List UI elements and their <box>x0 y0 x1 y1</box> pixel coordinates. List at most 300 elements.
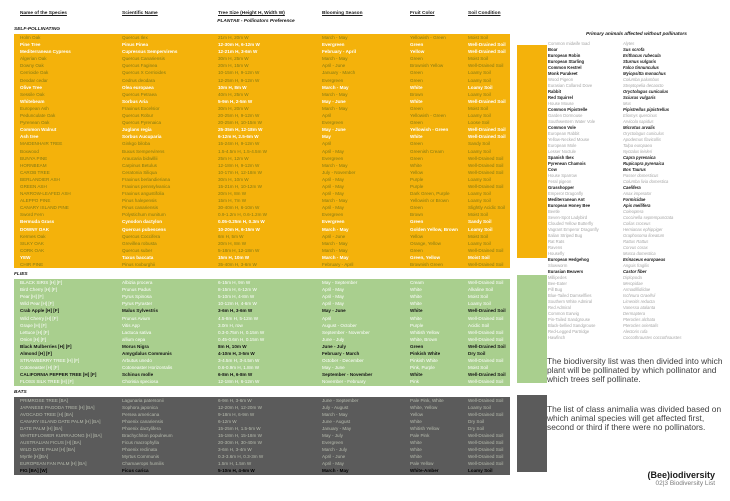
species-name: Whitebeam <box>20 98 45 104</box>
tree-size: 10-20m H, 6-15m W <box>218 226 260 232</box>
blooming-season: April <box>322 141 332 147</box>
scientific-name: Buxus Sempervirens <box>122 148 165 154</box>
scientific-name: Fraxinus Excelsior <box>122 105 160 111</box>
blooming-season: March - May <box>322 226 349 232</box>
tree-size: 0.9-1.2m H, 0.6-1.2m W <box>218 212 268 218</box>
animal-common-name: European Mole <box>548 143 577 148</box>
table-row <box>14 364 510 371</box>
table-row <box>14 77 510 84</box>
soil-condition: Loamy Soil <box>468 468 493 474</box>
animal-common-name: Pyrenean Chamois <box>548 161 586 166</box>
soil-condition: Well-Drained Soil <box>468 372 506 378</box>
fruit-color: Purple <box>410 322 424 328</box>
blooming-season: March - May <box>322 247 348 253</box>
animal-common-name: Eurasian Collared Dove <box>548 83 593 88</box>
plant-table <box>14 10 510 475</box>
fruit-color: White <box>410 372 423 378</box>
species-name: CHIR PINE <box>20 262 44 267</box>
animal-common-name: European Honey Bee <box>548 203 591 208</box>
species-name: MAIDENHAIR TREE <box>20 141 63 147</box>
species-name: Bermuda Grass <box>20 219 55 225</box>
tree-size: 15-21m H, 10-12m W <box>218 183 262 189</box>
animal-common-name: Grasshopper <box>548 185 575 190</box>
fruit-color: White, Brown <box>410 336 438 342</box>
animal-scientific-name: Streptopelia decaocto <box>623 83 664 88</box>
soil-condition: Loamy Soil <box>468 148 491 154</box>
scientific-name: Quercus Canariensis <box>122 56 165 62</box>
species-name: Onion [H] [F] <box>20 336 47 342</box>
fruit-color: White <box>410 84 423 90</box>
soil-condition: Moist Soil <box>468 233 488 239</box>
species-name: Pine Tree <box>20 42 41 48</box>
scientific-name: Quercus pubescens <box>122 226 166 232</box>
animal-scientific-name: Oryctolagus cuniculus <box>623 89 669 94</box>
table-row <box>14 211 510 218</box>
fruit-color: Purple <box>410 176 424 182</box>
species-name: WHITEFLOWER KURRAJONG [H] [BA] <box>20 432 102 438</box>
animal-scientific-name: Apis mellifera <box>623 203 651 208</box>
soil-condition: Moist Soil <box>468 212 488 218</box>
table-row <box>14 343 510 350</box>
animal-scientific-name: Nyctalus leisleri <box>623 149 653 154</box>
soil-condition: Well-Drained Soil <box>468 49 506 55</box>
soil-condition: Well-Drained Soil <box>468 262 504 267</box>
blooming-season: April <box>322 315 332 321</box>
species-name: GREEN ASH <box>20 183 47 189</box>
fruit-color: White <box>410 454 422 460</box>
scientific-name: Quercus Robur <box>122 113 154 119</box>
blooming-season: Evergreen <box>322 212 344 218</box>
animal-scientific-name: Mus <box>623 101 631 106</box>
scientific-name: Cynodon dactylon <box>122 219 163 225</box>
scientific-name: Chamaerops humilis <box>122 461 164 467</box>
animal-scientific-name: Falco tinnunculus <box>623 65 659 70</box>
animal-scientific-name: Diplopoda <box>623 275 642 280</box>
animal-scientific-name: Coleoptera <box>623 209 644 214</box>
scientific-name: Sophora japonica <box>122 404 158 410</box>
animal-scientific-name: Bos Taurus <box>623 167 646 172</box>
scientific-name: Quercus Pyrenaica <box>122 120 162 126</box>
animal-scientific-name: Coccinella septempunctata <box>623 215 674 220</box>
table-sections <box>14 26 510 475</box>
blooming-season: March - May <box>322 240 348 246</box>
animal-scientific-name: Erinaceus europaeus <box>623 257 666 262</box>
tree-size: 30m H, 25m W <box>218 56 249 62</box>
tree-size: 5-10m H, 4-6m W <box>218 468 255 474</box>
scientific-name: Pinus Pinea <box>122 42 149 48</box>
soil-condition: Loamy Soil <box>468 240 491 246</box>
animal-scientific-name: Hemianax ephippiger <box>623 227 663 232</box>
table-row <box>14 48 510 55</box>
tree-size: 15-18m H, 15-18m W <box>218 432 262 438</box>
table-row <box>14 411 510 418</box>
species-name: Algerian Oak <box>20 56 47 62</box>
animal-scientific-name: Passer domesticus <box>623 173 659 178</box>
species-name: Common Walnut <box>20 127 57 133</box>
blooming-season: July - August <box>322 404 349 410</box>
animal-scientific-name: Corvus corax <box>623 245 648 250</box>
table-row <box>14 62 510 69</box>
section-label-flies: FLIES <box>14 272 28 278</box>
soil-condition: Loamy Soil <box>468 176 491 182</box>
scientific-name: Carpinus Betulus <box>122 162 157 168</box>
animal-common-name: Garden Dormouse <box>548 113 583 118</box>
blooming-season: May - June <box>322 98 346 104</box>
tree-size: 12-25m H, 9-12m W <box>218 77 260 83</box>
animal-common-name: Beetle <box>548 209 560 214</box>
animal-list <box>548 41 726 341</box>
tree-size: 12-18m H, 9-12m W <box>218 162 260 168</box>
scientific-name: Juglans regia <box>122 127 152 133</box>
table-row <box>14 261 510 268</box>
tree-size: 5-18m H, 12-18m W <box>218 247 260 253</box>
soil-condition: Loamy Soil <box>468 91 491 97</box>
fruit-color: White <box>410 134 423 140</box>
column-header-species-name: Name of the Species <box>20 11 67 16</box>
blooming-season: June - September <box>322 397 359 403</box>
animal-common-name: Southern White Admiral <box>548 299 592 304</box>
tree-size: 6-9m H, 3-6m W <box>218 397 252 403</box>
fruit-color: Pinkish White <box>410 351 441 357</box>
blooming-season: January - May <box>322 425 352 431</box>
page-label: 02|3 Biodiversity List <box>655 480 715 487</box>
species-name: Almond [H] [F] <box>20 351 52 357</box>
animal-scientific-name: Capra pyrenaica <box>623 155 656 160</box>
fruit-color: White <box>410 418 422 424</box>
animal-common-name: Common Pipistrelle <box>548 107 588 112</box>
animal-common-name: European Hedgehog <box>548 257 589 262</box>
animal-common-name: Housefly <box>548 251 565 256</box>
table-row <box>14 371 510 378</box>
blooming-season: July - November <box>322 169 356 175</box>
soil-condition: Well-Drained Soil <box>468 127 506 133</box>
animal-common-name: Common Vole <box>548 125 576 130</box>
blooming-season: June - August <box>322 418 351 424</box>
species-name: Wild Pear [H] [F] <box>20 301 54 307</box>
species-name: Black Mulberries [H] [F] <box>20 343 72 349</box>
scientific-name: Quercus X Cerrioides <box>122 70 166 76</box>
animal-common-name: European Robin <box>548 53 581 58</box>
tree-size: 12-21m H, 3-6m W <box>218 49 258 55</box>
scientific-name: Pyrus Pyraster <box>122 301 153 307</box>
species-name: FLOSS SILK TREE [H] [F] <box>20 379 74 385</box>
animal-scientific-name: Pterocles alchata <box>623 317 656 322</box>
soil-condition: Well-Drained Soil <box>468 315 504 321</box>
scientific-name: Morus Nigra <box>122 343 149 349</box>
tree-size: 3-6m H, 3-4m W <box>218 447 252 453</box>
scientific-name: Pinus roxburghii <box>122 262 155 267</box>
fruit-color: Green <box>410 42 424 48</box>
blooming-season: March - May <box>322 35 348 40</box>
tree-size: 40m H, 25m W <box>218 91 249 97</box>
table-row <box>14 69 510 76</box>
blooming-season: April - May <box>322 148 344 154</box>
blooming-season: April - May <box>322 176 344 182</box>
soil-condition: Well-Drained Soil <box>468 247 504 253</box>
blooming-season: June - July <box>322 343 346 349</box>
tree-size: 0.3-0.75m H, 0.15m W <box>218 329 265 335</box>
fruit-color: White <box>410 440 422 446</box>
table-row <box>14 315 510 322</box>
tree-size: 3-4.5m H, 3-4.5m W <box>218 358 260 364</box>
blooming-season: April - May <box>322 461 344 467</box>
fruit-color: White <box>410 98 423 104</box>
blooming-season: May - July <box>322 432 343 438</box>
blooming-season: March - May <box>322 91 348 97</box>
fruit-color: Yellow <box>410 49 425 55</box>
table-row <box>14 322 510 329</box>
animal-common-name: Emperor Dragonfly <box>548 191 584 196</box>
tree-size: 20-25m H, 10-15m W <box>218 120 262 126</box>
table-row <box>14 336 510 343</box>
animal-panel-title: Primary animals affected without pollinators <box>586 32 687 37</box>
animal-scientific-name: Limenitis reducta <box>623 299 655 304</box>
species-name: Myrtle [H][BA] <box>20 454 49 460</box>
tree-size: 12-20m H, 12-20m W <box>218 404 262 410</box>
soil-condition: Dry Soil <box>468 425 485 431</box>
fruit-color: White-Amber <box>410 468 439 474</box>
tree-size: 3-6m H, 3-6m W <box>218 308 253 314</box>
scientific-name: allium cepa <box>122 336 146 342</box>
scientific-name: Prunus Padus <box>122 287 151 293</box>
species-name: Pyrenean Oak <box>20 120 50 126</box>
soil-condition: Moist Soil <box>468 35 488 40</box>
brand-title: (Bee)iodiversity <box>647 470 715 480</box>
table-row <box>14 350 510 357</box>
soil-condition: Well-Drained Soil <box>468 447 504 453</box>
blooming-season: March - May <box>322 56 348 62</box>
scientific-name: Albizia procera <box>122 280 153 286</box>
animal-scientific-name: Meropidae <box>623 281 643 286</box>
blooming-season: May - June <box>322 127 346 133</box>
species-name: Grape [H] [F] <box>20 322 47 328</box>
species-name: Downy Oak <box>20 63 44 69</box>
scientific-name: Schinus molle <box>122 372 154 378</box>
species-name: HORNBEAM <box>20 162 47 168</box>
animal-common-name: Black-bellied Sandgrouse <box>548 323 596 328</box>
soil-condition: Sandy Soil <box>468 141 490 147</box>
species-name: Lettuce [H] [F] <box>20 329 49 335</box>
table-subtitle: PLANTAE - Pollinators Preference <box>217 19 295 24</box>
blooming-season: April - June <box>322 63 346 69</box>
soil-condition: Acidic Soil <box>468 322 490 328</box>
blooming-season: Evergreen <box>322 42 345 48</box>
soil-condition: Well-Drained Soil <box>468 379 504 385</box>
animal-scientific-name: Talpa europaea <box>623 143 652 148</box>
fruit-color: Green <box>410 219 424 225</box>
scientific-name: Quercus Ilex <box>122 35 148 40</box>
blooming-season: Evergreen <box>322 77 344 83</box>
animal-common-name: Cow <box>548 167 557 172</box>
fruit-color: Green <box>410 77 423 83</box>
table-row <box>14 425 510 432</box>
fruit-color: Whitish Yellow <box>410 425 440 431</box>
animal-scientific-name: Caelifera <box>623 185 641 190</box>
legend-swatch-bats <box>517 395 547 472</box>
soil-condition: Moist Soil <box>468 254 490 260</box>
animal-common-name: Hawfinch <box>548 335 566 340</box>
tree-size: 15m H, 10m W <box>218 254 250 260</box>
scientific-name: Lactuca sativa <box>122 329 152 335</box>
species-name: Deodar cedar <box>20 77 48 83</box>
soil-condition: Loose Soil <box>468 120 490 126</box>
soil-condition: Well-Drained Soil <box>468 358 504 364</box>
paragraph-plants: The biodiversity list was then divided into which plant will be pollinated by which pollinator and which trees self pollinate. <box>547 356 723 385</box>
fruit-color: Green <box>410 120 423 126</box>
fruit-color: Yellowish - Green <box>410 127 449 133</box>
blooming-season: April - May <box>322 287 344 293</box>
section-label-self_pollinating: SELF-POLLINATING <box>14 27 61 32</box>
scientific-name: Vitis App <box>122 322 140 328</box>
tree-size: 0.45-0.6m H, 0.15m W <box>218 336 265 342</box>
soil-condition: Well-Drained Soil <box>468 440 504 446</box>
table-row <box>14 247 510 254</box>
species-name: BUNYA PINE <box>20 155 48 161</box>
table-row <box>14 467 510 474</box>
tree-size: 5-9m H, 2-5m W <box>218 98 253 104</box>
animal-scientific-name: Erithacus rubecula <box>623 53 661 58</box>
blooming-season: March - May <box>322 84 349 90</box>
animal-scientific-name: Musca domestica <box>623 251 656 256</box>
blooming-season: April - May <box>322 183 344 189</box>
animal-scientific-name: Alectoris rufa <box>623 329 648 334</box>
scientific-name: Pinus halepensis <box>122 198 157 204</box>
fruit-color: White <box>410 162 422 168</box>
animal-scientific-name: Rupicapra pyrenaica <box>623 161 665 166</box>
footer <box>647 470 715 487</box>
animal-scientific-name: Apodemus flavicollis <box>623 137 661 142</box>
animal-scientific-name: Anguis fragilis <box>623 263 650 268</box>
scientific-name: Pinus canariensis <box>122 205 159 211</box>
blooming-season: February - April <box>322 49 357 55</box>
scientific-name: Quercus Coccifera <box>122 233 161 239</box>
fruit-color: Greenish Cream <box>410 148 444 154</box>
fruit-color: Pink, Purple <box>410 365 435 371</box>
animal-scientific-name: Eliomys quercinus <box>623 113 657 118</box>
animal-scientific-name: Alytes <box>623 41 635 46</box>
soil-condition: Loamy Soil <box>468 404 491 410</box>
table-row <box>14 140 510 147</box>
blooming-season: Evergreen <box>322 219 345 225</box>
table-row <box>14 183 510 190</box>
species-name: Pear [H] [F] <box>20 294 44 300</box>
table-row <box>14 190 510 197</box>
tree-size: 6-12m W <box>218 418 237 424</box>
tree-size: 8-15m H, 6-12m W <box>218 287 257 293</box>
tree-size: 0.05-0.25m H, 0.3m W <box>218 219 265 225</box>
tree-size: 15-24m H, 9-12m W <box>218 141 260 147</box>
soil-condition: Well-Drained Soil <box>468 397 504 403</box>
species-name: CAROB TREE <box>20 169 50 175</box>
fruit-color: White <box>410 308 423 314</box>
soil-condition: Loamy Soil <box>468 198 491 204</box>
blooming-season: Evergreen <box>322 155 344 161</box>
animal-common-name: Wood Pigeon <box>548 77 574 82</box>
fruit-color: Green <box>410 56 423 62</box>
tree-size: 12-30m H, 6-12m W <box>218 42 260 48</box>
table-row <box>14 233 510 240</box>
tree-size: 4.5-8m H, 5-12m W <box>218 315 259 321</box>
table-row <box>14 329 510 336</box>
fruit-color: White <box>410 287 422 293</box>
tree-size: 30m H, 10m W <box>218 176 249 182</box>
scientific-name: Fraxinus berlandieriana <box>122 176 171 182</box>
fruit-color: White <box>410 294 422 300</box>
fruit-color: Pale Pink, White <box>410 397 444 403</box>
blooming-season: October - December <box>322 358 364 364</box>
soil-condition: Dry Soil <box>468 418 485 424</box>
fruit-color: Dark Green, Purple <box>410 191 450 197</box>
animal-common-name: House Mouse <box>548 101 574 106</box>
scientific-name: Ginkgo biloba <box>122 141 151 147</box>
fruit-color: Brownish Yellow <box>410 63 444 69</box>
species-name: NARROW-LEAFED ASH <box>20 191 71 197</box>
animal-common-name: Common midwife toad <box>548 41 590 46</box>
tree-size: 10-17m H, 12-18m W <box>218 169 262 175</box>
blooming-season: January - March <box>322 70 356 76</box>
soil-condition: Loamy Soil <box>468 301 491 307</box>
blooming-season: April - May <box>322 294 344 300</box>
fruit-color: Purple <box>410 183 424 189</box>
scientific-name: Pyrus Spinosa <box>122 294 152 300</box>
scientific-name: Sorbus Aria <box>122 98 148 104</box>
scientific-name: Polystichum munitum <box>122 212 166 218</box>
table-row <box>14 226 510 233</box>
column-header-soil-condition: Soil Condition <box>468 11 501 16</box>
scientific-name: Phoenix reclinata <box>122 447 158 453</box>
animal-scientific-name: Colias croceus <box>623 221 651 226</box>
soil-condition: Loamy Soil <box>468 226 493 232</box>
table-row <box>14 279 510 286</box>
soil-condition: Dry Soil <box>468 351 486 357</box>
animal-scientific-name: Ischnura Graellsii <box>623 293 656 298</box>
scientific-name: Ficus carica <box>122 468 149 474</box>
blooming-season: November - February <box>322 379 366 385</box>
animal-common-name: European Starling <box>548 59 585 64</box>
species-name: Bird Cherry [H] [F] <box>20 287 58 293</box>
blooming-season: March - May <box>322 105 348 111</box>
fruit-color: Yellowish - Green <box>410 35 446 40</box>
animal-scientific-name: Sciurus vulgaris <box>623 95 656 100</box>
soil-condition: Well-Drained Soil <box>468 155 504 161</box>
animal-scientific-name: Sus scrofa <box>623 47 645 52</box>
blooming-season: April - June <box>322 233 346 239</box>
soil-condition: Well-Drained Soil <box>468 169 504 175</box>
tree-size: 20m H, 8m W <box>218 191 247 197</box>
species-name: Olive Tree <box>20 84 42 90</box>
fruit-color: Brownish Green <box>410 262 443 267</box>
blooming-season: May - September <box>322 280 358 286</box>
scientific-name: Persea americana <box>122 411 160 417</box>
tree-size: 20-25m H, 9-12m W <box>218 113 260 119</box>
species-name: JAPANESE PAGODA TREE [H] [BA] <box>20 404 95 410</box>
animal-scientific-name: Sturnus vulgaris <box>623 59 657 64</box>
table-row <box>14 155 510 162</box>
scientific-name: Quercus Petraea <box>122 91 157 97</box>
animal-scientific-name: Coccothraustes coccothraustes <box>623 335 682 340</box>
species-name: Kermes Oak <box>20 233 46 239</box>
soil-condition: Alkaline Soil <box>468 287 494 293</box>
species-name: CALIFORNIA PEPPER TREE [H] [F] <box>20 372 97 378</box>
soil-condition: Well-Drained Soil <box>468 308 506 314</box>
soil-condition: Moist Soil <box>468 365 488 371</box>
tree-size: 30-40m H, 6-10m W <box>218 205 260 211</box>
animal-common-name: Bee-Eater <box>548 281 567 286</box>
table-row <box>14 34 510 41</box>
soil-condition: Loamy Soil <box>468 70 491 76</box>
species-name: YEW <box>20 254 31 260</box>
column-header-scientific-name: Scientific Name <box>122 11 158 16</box>
